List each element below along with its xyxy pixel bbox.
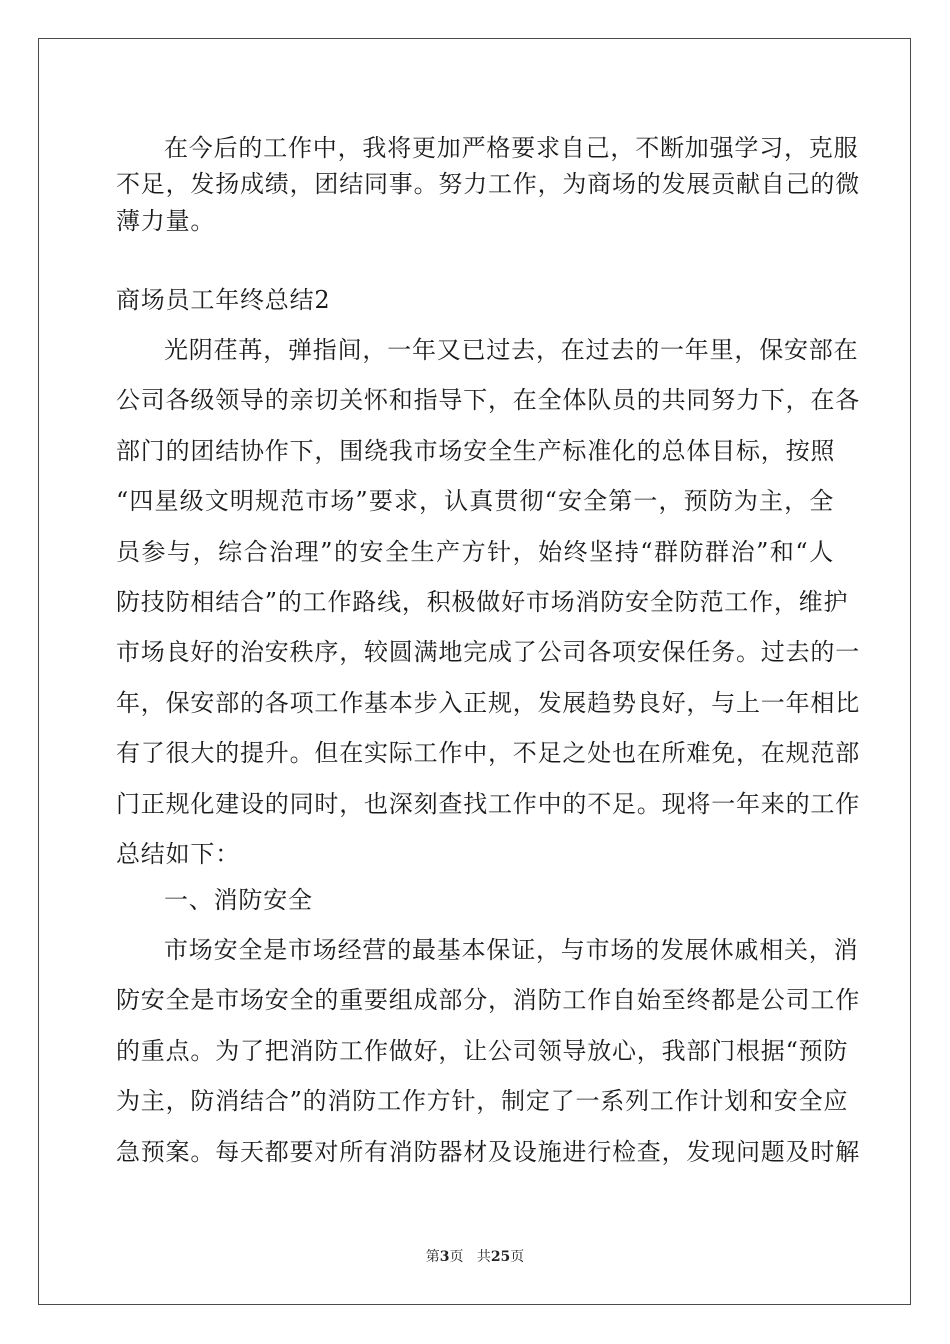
- text-line: 薄力量。: [116, 206, 216, 235]
- text-line: 市场良好的治安秩序，较圆满地完成了公司各项安保任务。过去的一: [116, 638, 860, 667]
- text-line: 防安全是市场安全的重要组成部分，消防工作自始至终都是公司工作: [116, 986, 860, 1015]
- text-line: 的重点。为了把消防工作做好，让公司领导放心，我部门根据“预防: [116, 1036, 849, 1065]
- current-page-number: 3: [439, 1249, 450, 1265]
- section-heading: [116, 282, 834, 318]
- page-footer: [0, 1246, 950, 1266]
- paragraph: [116, 332, 860, 872]
- section-subheading: [116, 882, 834, 918]
- text-line: 为主，防消结合”的消防工作方针，制定了一系列工作计划和安全应: [116, 1087, 849, 1116]
- text-line: 总结如下：: [116, 840, 240, 869]
- text-line: 在今后的工作中，我将更加严格要求自己，不断加强学习，克服: [164, 134, 859, 162]
- heading-text: 商场员工年终总结2: [116, 286, 331, 314]
- text-line: 年，保安部的各项工作基本步入正规，发展趋势良好，与上一年相比: [116, 688, 860, 717]
- text-line: 有了很大的提升。但在实际工作中，不足之处也在所难免，在规范部: [116, 739, 860, 768]
- text-line: “四星级文明规范市场”要求，认真贯彻“安全第一，预防为主，全: [116, 487, 834, 516]
- text-line: 防技防相结合”的工作路线，积极做好市场消防安全防范工作，维护: [116, 588, 849, 617]
- text-line: 急预案。每天都要对所有消防器材及设施进行检查，发现问题及时解: [116, 1137, 860, 1166]
- subheading-text: 一、消防安全: [164, 886, 313, 914]
- footer-total-prefix: 共: [476, 1249, 491, 1265]
- text-line: 光阴荏苒，弹指间，一年又已过去，在过去的一年里，保安部在: [164, 336, 859, 364]
- total-page-count: 25: [490, 1249, 511, 1265]
- footer-page-suffix: 页: [449, 1249, 464, 1265]
- footer-prefix: 第: [425, 1249, 440, 1265]
- paragraph: [116, 932, 860, 1170]
- text-line: 门正规化建设的同时，也深刻查找工作中的不足。现将一年来的工作: [116, 789, 860, 818]
- text-line: 公司各级领导的亲切关怀和指导下，在全体队员的共同努力下，在各: [116, 386, 860, 415]
- footer-total-suffix: 页: [510, 1249, 525, 1265]
- text-line: 员参与，综合治理”的安全生产方针，始终坚持“群防群治”和“人: [116, 537, 834, 566]
- text-line: 部门的团结协作下，围绕我市场安全生产标准化的总体目标，按照: [116, 436, 836, 465]
- text-line: 不足，发扬成绩，团结同事。努力工作，为商场的发展贡献自己的微: [116, 170, 860, 199]
- text-line: 市场安全是市场经营的最基本保证，与市场的发展休戚相关，消: [164, 936, 859, 964]
- paragraph: [116, 130, 860, 239]
